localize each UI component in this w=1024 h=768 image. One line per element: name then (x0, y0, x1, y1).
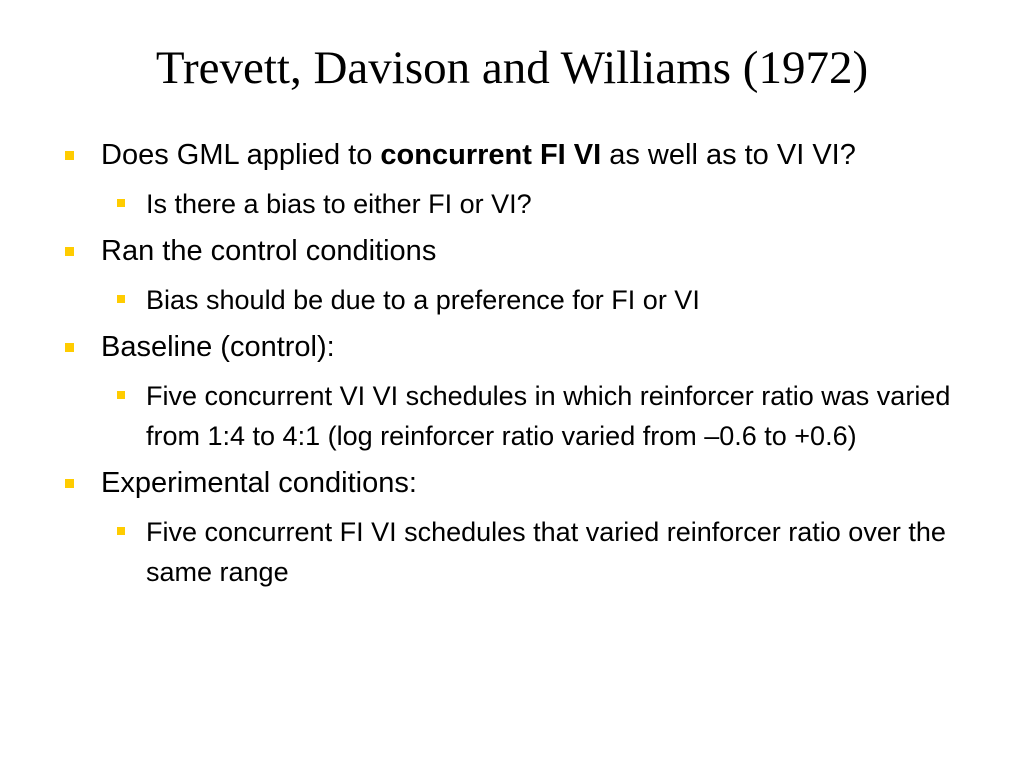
slide-title: Trevett, Davison and Williams (1972) (155, 42, 869, 94)
bullet-list (62, 135, 962, 592)
square-bullet-icon (117, 391, 125, 399)
sub-bullet-bias-preference (62, 280, 962, 320)
sub-bullet-experimental-detail (62, 512, 966, 592)
bullet-item-experimental (62, 463, 962, 504)
bullet-text: Bias should be due to a preference for FI or VI (146, 285, 700, 315)
bullet-text: Is there a bias to either FI or VI? (146, 189, 532, 219)
bullet-text: Experimental conditions: (101, 467, 417, 499)
sub-bullet-bias-question (62, 184, 962, 224)
square-bullet-icon (65, 247, 74, 256)
square-bullet-icon (117, 527, 125, 535)
bullet-text: Does GML applied to concurrent FI VI as well as to VI VI? (101, 139, 856, 171)
bullet-text: Baseline (control): (101, 331, 335, 363)
bullet-item-baseline (62, 327, 962, 368)
bullet-text: Five concurrent FI VI schedules that varied reinforcer ratio over the same range (146, 517, 946, 587)
square-bullet-icon (117, 295, 125, 303)
sub-bullet-baseline-detail (62, 376, 966, 456)
square-bullet-icon (65, 343, 74, 352)
bullet-text: Five concurrent VI VI schedules in which reinforcer ratio was varied from 1:4 to 4:1 (log reinforcer ratio varied from –0.6 to +0.6) (146, 381, 951, 451)
bullet-item-gml-question (62, 135, 962, 176)
square-bullet-icon (117, 199, 125, 207)
bold-emphasis: concurrent FI VI (380, 139, 602, 171)
square-bullet-icon (65, 151, 74, 160)
square-bullet-icon (65, 479, 74, 488)
bullet-item-control-conditions (62, 231, 962, 272)
bullet-text: Ran the control conditions (101, 235, 437, 267)
